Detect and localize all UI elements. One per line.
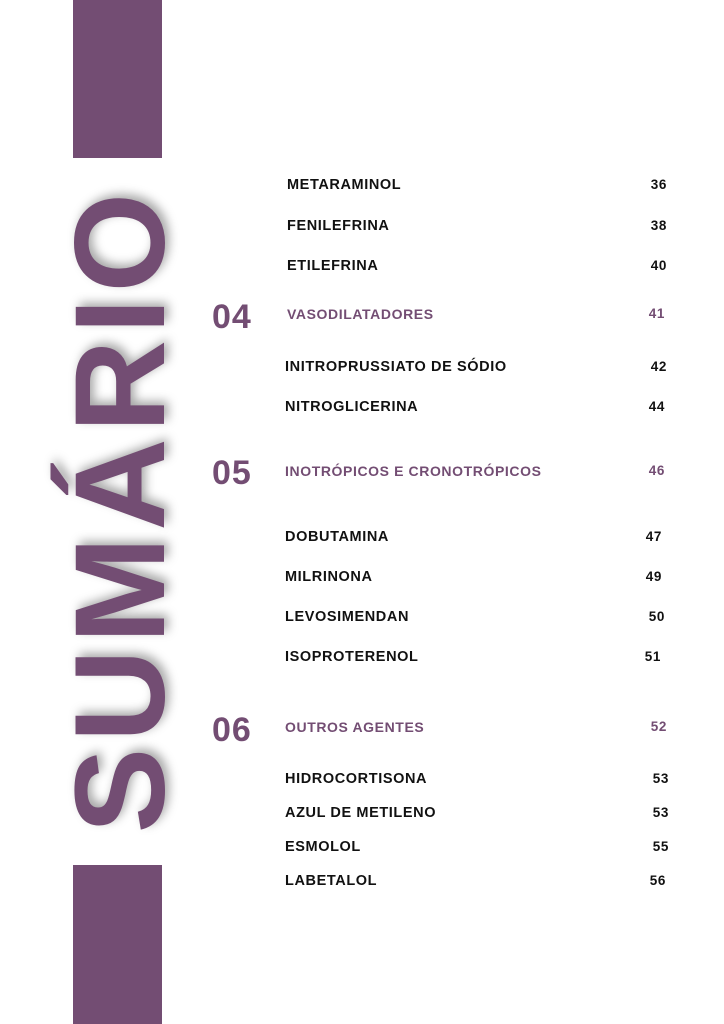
entry-name: MILRINONA xyxy=(285,569,373,585)
entry-page: 42 xyxy=(650,359,667,374)
section-number: 06 xyxy=(212,711,252,749)
section-name: OUTROS AGENTES xyxy=(285,719,425,735)
page-title: SUMÁRIO xyxy=(49,186,192,834)
entry-name: ISOPROTERENOL xyxy=(285,649,419,665)
entry-name: DOBUTAMINA xyxy=(285,529,389,545)
toc-section[interactable] xyxy=(285,463,665,483)
entry-name: METARAMINOL xyxy=(287,177,402,193)
entry-page: 53 xyxy=(652,805,669,820)
section-page: 46 xyxy=(648,463,665,478)
toc-entry[interactable] xyxy=(285,805,669,825)
section-number: 05 xyxy=(212,454,252,492)
decorative-bar-bottom xyxy=(73,865,162,1024)
toc-entry[interactable] xyxy=(285,839,669,859)
section-page: 52 xyxy=(650,719,667,734)
entry-name: ESMOLOL xyxy=(285,839,361,855)
entry-name: HIDROCORTISONA xyxy=(285,771,428,787)
entry-name: LABETALOL xyxy=(285,873,378,889)
entry-page: 55 xyxy=(652,839,669,854)
entry-name: AZUL DE METILENO xyxy=(285,805,437,821)
section-name: VASODILATADORES xyxy=(287,306,434,322)
section-page: 41 xyxy=(648,306,665,321)
entry-page: 38 xyxy=(650,218,667,233)
toc-section[interactable] xyxy=(287,306,665,326)
entry-name: INITROPRUSSIATO DE SÓDIO xyxy=(285,359,507,375)
entry-page: 47 xyxy=(645,529,662,544)
entry-page: 50 xyxy=(648,609,665,624)
toc-entry[interactable] xyxy=(287,177,667,197)
toc-entry[interactable] xyxy=(285,529,662,549)
entry-page: 49 xyxy=(645,569,662,584)
toc-section[interactable] xyxy=(285,719,667,739)
entry-name: FENILEFRINA xyxy=(287,218,390,234)
toc-entry[interactable] xyxy=(285,771,669,791)
toc-entry[interactable] xyxy=(287,258,667,278)
entry-page: 36 xyxy=(650,177,667,192)
entry-page: 44 xyxy=(648,399,665,414)
entry-name: NITROGLICERINA xyxy=(285,399,419,415)
entry-page: 56 xyxy=(649,873,666,888)
entry-page: 40 xyxy=(650,258,667,273)
entry-name: LEVOSIMENDAN xyxy=(285,609,410,625)
toc-entry[interactable] xyxy=(285,873,666,893)
entry-page: 53 xyxy=(652,771,669,786)
toc-entry[interactable] xyxy=(285,569,662,589)
toc-entry[interactable] xyxy=(285,399,665,419)
toc-entry[interactable] xyxy=(285,359,667,379)
toc-entry[interactable] xyxy=(285,609,665,629)
section-name: INOTRÓPICOS E CRONOTRÓPICOS xyxy=(285,463,542,479)
entry-page: 51 xyxy=(644,649,661,664)
toc-entry[interactable] xyxy=(287,218,667,238)
toc-entry[interactable] xyxy=(285,649,661,669)
decorative-bar-top xyxy=(73,0,162,158)
section-number: 04 xyxy=(212,298,252,336)
entry-name: ETILEFRINA xyxy=(287,258,379,274)
